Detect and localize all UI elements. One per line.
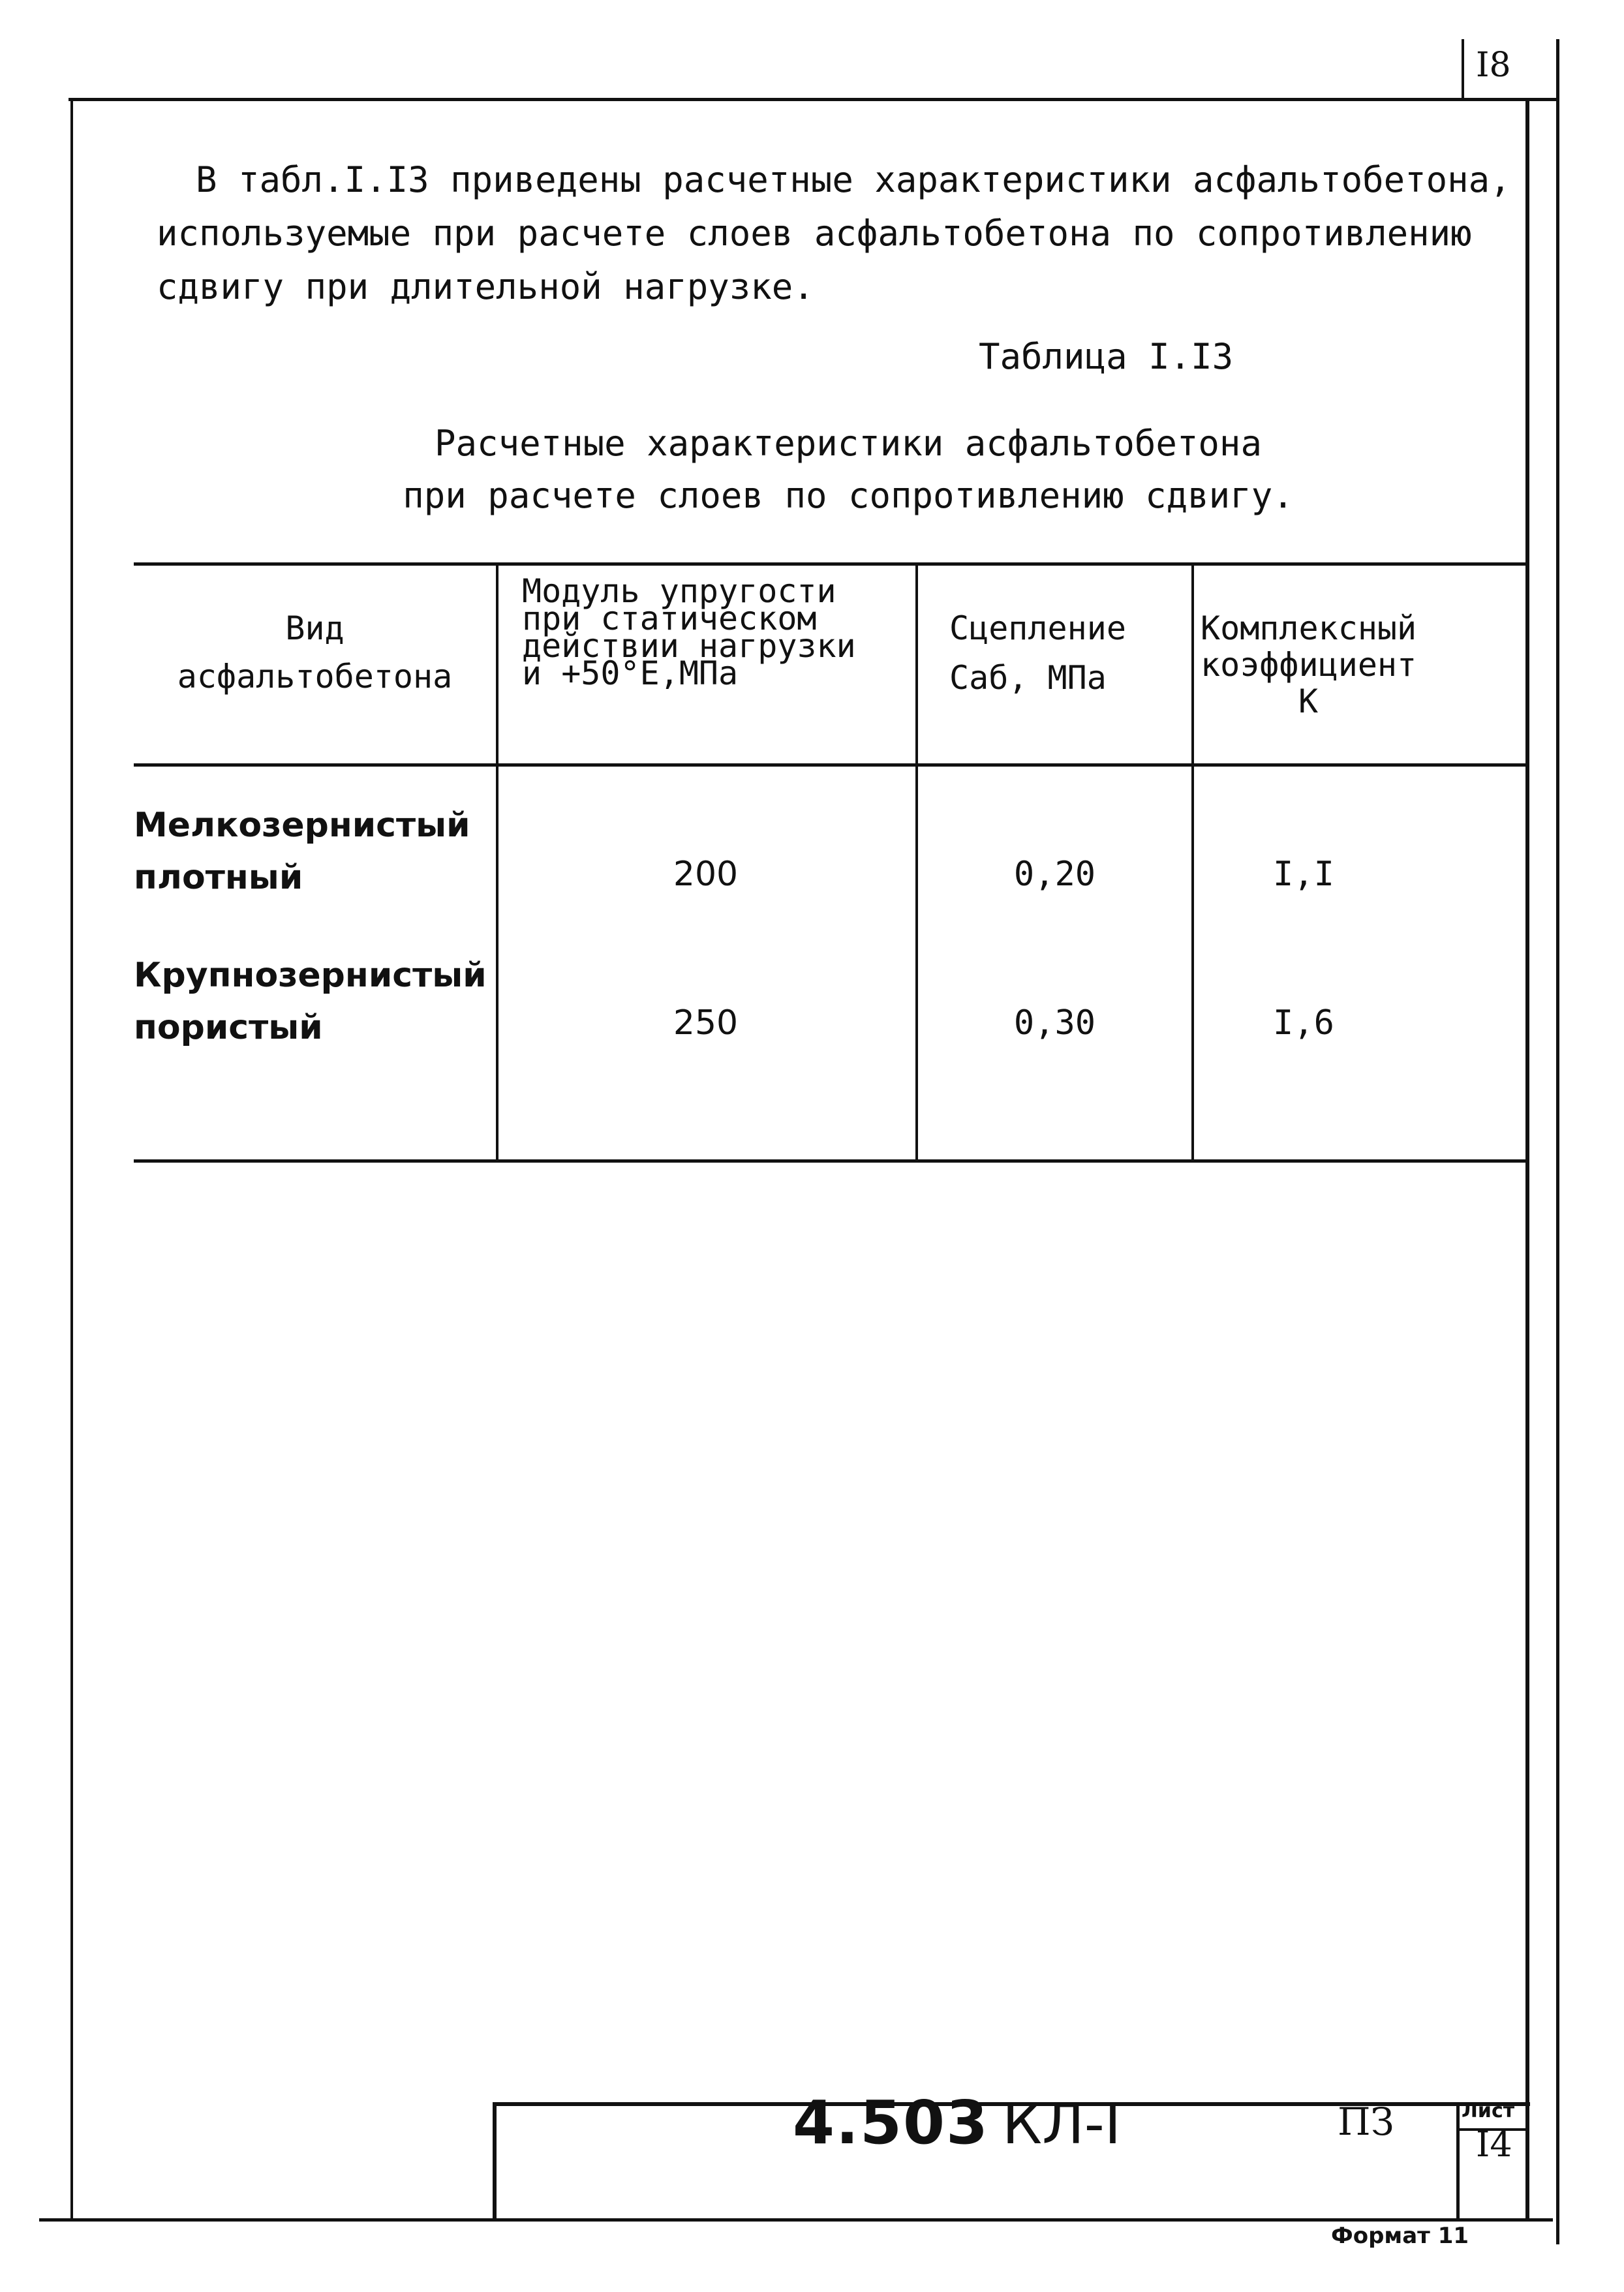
table-top-rule [134,562,1527,566]
document-code [793,2088,1121,2158]
frame-right-line [1525,98,1529,2218]
header-text: при статическом [522,600,817,637]
table-row-name [134,799,470,904]
cell-cohesion: 0,20 [1013,855,1096,894]
header-cohesion [949,610,1126,696]
cell-modulus: 200 [673,855,739,894]
header-text: Вид [285,609,345,647]
intro-line: используемые при расчете слоев асфальтобетона по сопротивлению [157,213,1472,254]
header-type [134,610,496,695]
header-text: и +50°Е,МПа [522,654,739,692]
frame-bottom-line [39,2218,1553,2222]
intro-line: сдвигу при длительной нагрузке. [157,266,814,307]
document-code-main: 4.503 [793,2088,990,2158]
header-text: действии нагрузки [522,627,856,665]
frame-top-line [69,98,1556,101]
sheet-box-left [1456,2102,1460,2220]
table-title [365,418,1331,522]
table-title-line: при расчете слоев по сопротивлению сдвигу. [403,475,1294,516]
cell-modulus: 250 [673,1003,739,1043]
page-number: I8 [1476,46,1511,85]
header-text: Модуль упругости [522,572,836,610]
page-number-box-left [1462,39,1464,98]
header-text: коэффициент [1201,646,1417,684]
document-code-suffix: КЛ-I [1002,2092,1122,2157]
frame-left-line [70,98,73,2218]
table-title-line: Расчетные характеристики асфальтобетона [435,423,1262,464]
intro-paragraph [157,153,1511,314]
header-coefficient [1201,610,1416,720]
format-label: Формат 11 [1331,2223,1469,2249]
row-name-text: пористый [134,1008,323,1047]
header-text: Саб, МПа [949,659,1107,697]
row-name-text: Крупнозернистый [134,956,487,995]
row-name-text: Мелкозернистый [134,806,470,845]
title-block-left [493,2102,497,2220]
cell-coefficient: I,6 [1273,1003,1334,1043]
table-header-rule [134,763,1527,767]
header-modulus [522,572,856,692]
row-name-text: плотный [134,858,303,897]
header-text: К [1298,682,1319,720]
header-text: Комплексный [1201,609,1417,647]
intro-line: В табл.I.I3 приведены расчетные характеристики асфальтобетона, [196,159,1511,200]
table-label: Таблица I.I3 [979,336,1234,377]
header-text: Сцепление [949,609,1126,647]
cell-cohesion: 0,30 [1013,1003,1096,1043]
table-bottom-rule [134,1159,1527,1163]
sheet-number: I4 [1476,2124,1512,2165]
table-row-name [134,949,487,1054]
sheet-note: ПЗ [1338,2100,1394,2144]
header-text: асфальтобетона [177,658,453,695]
frame-outer-right-line [1556,39,1559,2244]
cell-coefficient: I,I [1273,855,1334,894]
sheet-label: Лист [1462,2100,1515,2122]
